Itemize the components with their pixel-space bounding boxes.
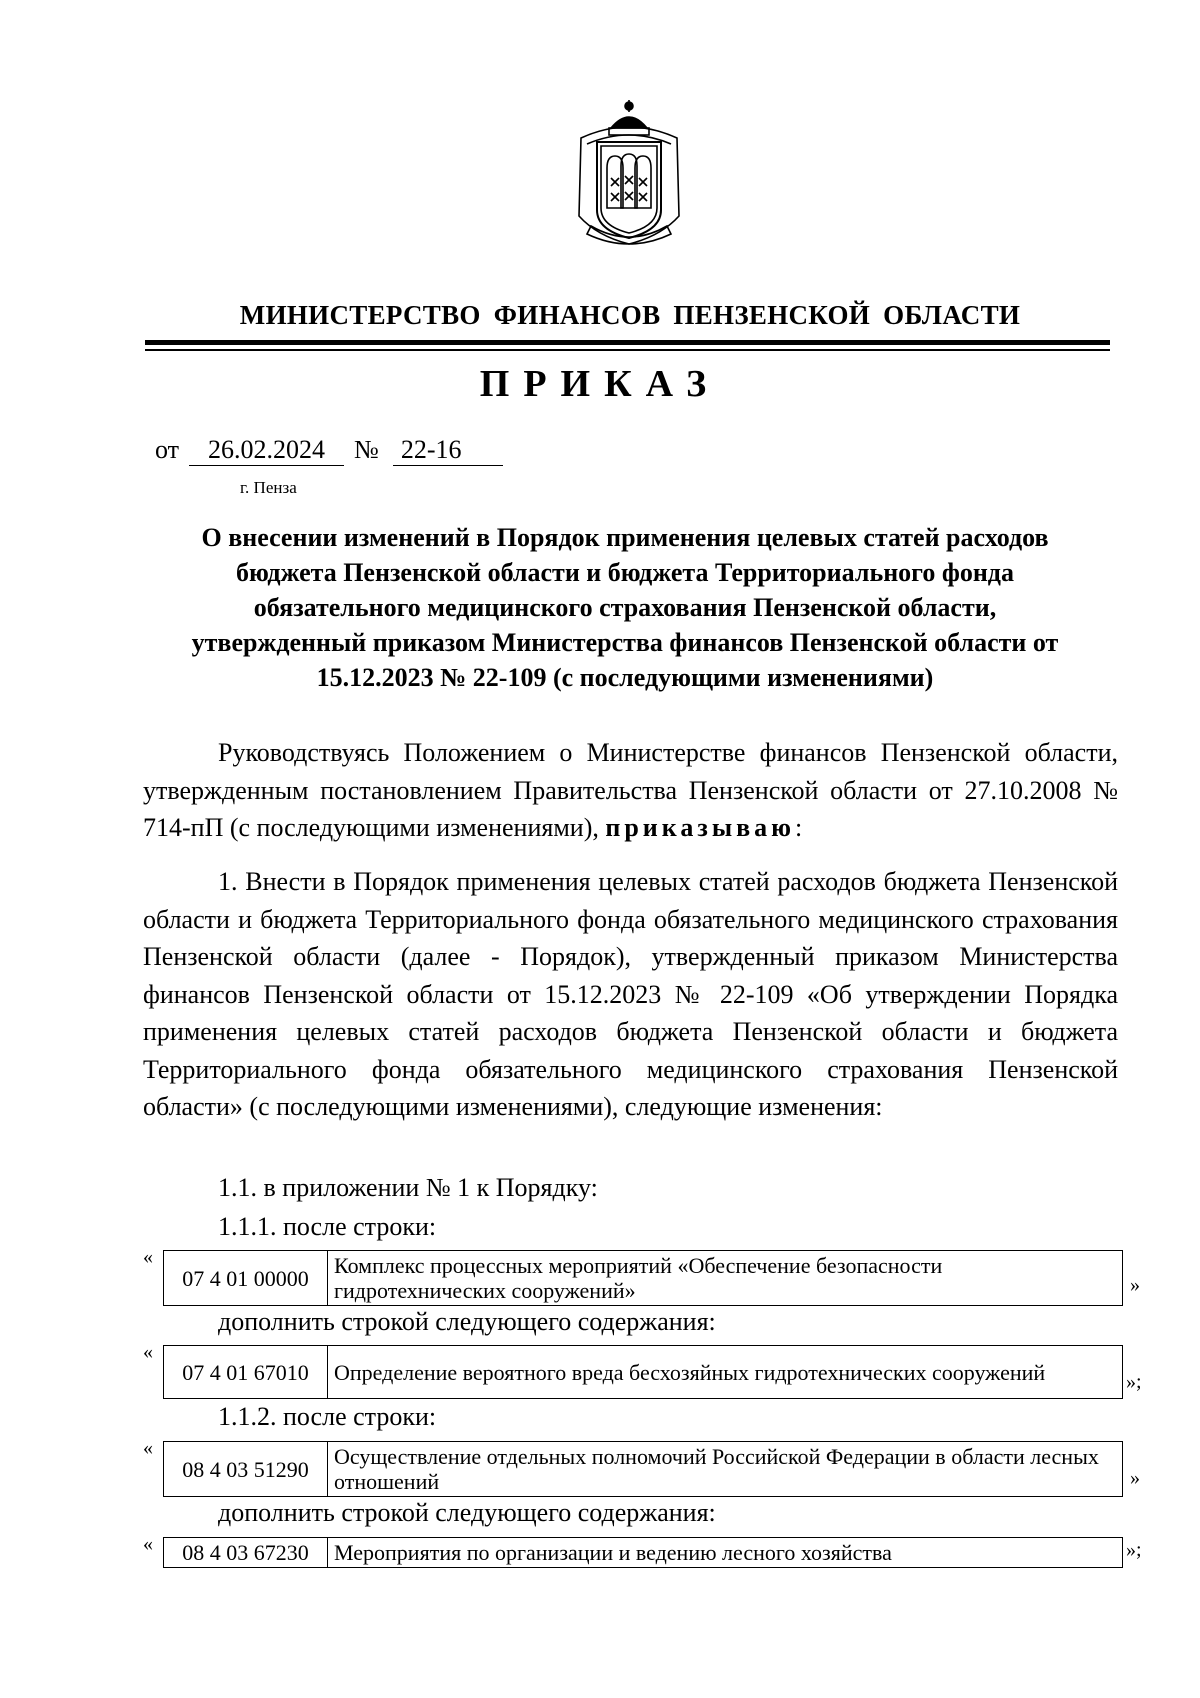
- quote-open: «: [143, 1533, 153, 1555]
- header-rule-thin: [145, 349, 1110, 351]
- number-sign: №: [354, 435, 379, 464]
- title-line: обязательного медицинского страхования Пензенской области,: [253, 593, 997, 622]
- document-title: [145, 520, 1105, 695]
- quote-open: «: [143, 1437, 153, 1459]
- add-row-label: дополнить строкой следующего содержания:: [218, 1307, 716, 1336]
- add-row-label: дополнить строкой следующего содержания:: [218, 1498, 716, 1527]
- budget-name: Комплекс процессных мероприятий «Обеспечение безопасности гидротехнических сооружений»: [328, 1251, 1123, 1306]
- title-line: 15.12.2023 № 22-109 (с последующими изменениями): [316, 663, 934, 692]
- quote-close-semicolon: »;: [1126, 1539, 1142, 1561]
- budget-name: Мероприятия по организации и ведению лесного хозяйства: [328, 1538, 1123, 1568]
- ministry-name: МИНИСТЕРСТВО ФИНАНСОВ ПЕНЗЕНСКОЙ ОБЛАСТИ: [239, 300, 1021, 330]
- date-number-line: [155, 435, 503, 466]
- city: г. Пенза: [240, 478, 297, 497]
- document-number: 22-16: [393, 435, 503, 466]
- coat-of-arms-emblem: [571, 98, 687, 248]
- budget-name: Определение вероятного вреда бесхозяйных гидротехнических сооружений: [328, 1346, 1123, 1399]
- preamble-tail: :: [795, 813, 803, 842]
- budget-code: 08 4 03 67230: [164, 1538, 328, 1568]
- preamble-paragraph: [143, 734, 1118, 847]
- quote-open: «: [143, 1341, 153, 1363]
- item-1-paragraph: [143, 863, 1118, 1126]
- budget-code: 07 4 01 67010: [164, 1346, 328, 1399]
- document-date: 26.02.2024: [189, 435, 344, 466]
- header-rule-thick: [145, 340, 1110, 345]
- order-word: приказываю: [605, 813, 796, 842]
- quote-close: »: [1130, 1467, 1140, 1489]
- budget-line-table: [163, 1537, 1123, 1568]
- item-1-text: 1. Внести в Порядок применения целевых статей расходов бюджета Пензенской области и бюджета Территориального фонда обязательного медицинского страхования Пензенской области (далее - Порядок), утвержденный приказом Министерства финансов Пензенской области от 15.12.2023 № 22-109 «Об утверждении Порядка применения целевых статей расходов бюджета Пензенской области и бюджета Территориального фонда обязательного медицинского страхования Пензенской области» (с последующими изменениями), следующие изменения:: [143, 867, 1118, 1121]
- quote-close: »: [1130, 1274, 1140, 1296]
- budget-name: Осуществление отдельных полномочий Российской Федерации в области лесных отношений: [328, 1442, 1123, 1497]
- budget-line-table: [163, 1345, 1123, 1399]
- quote-open: «: [143, 1246, 153, 1268]
- sub-item-1-1: 1.1. в приложении № 1 к Порядку:: [218, 1173, 598, 1202]
- title-line: утвержденный приказом Министерства финансов Пензенской области от: [191, 628, 1059, 657]
- title-line: О внесении изменений в Порядок применения целевых статей расходов: [201, 523, 1049, 552]
- budget-line-table: [163, 1250, 1123, 1306]
- sub-item-1-1-1: 1.1.1. после строки:: [218, 1212, 437, 1241]
- budget-code: 07 4 01 00000: [164, 1251, 328, 1306]
- sub-item-1-1-2: 1.1.2. после строки:: [218, 1402, 437, 1431]
- title-line: бюджета Пензенской области и бюджета Территориального фонда: [236, 558, 1014, 587]
- budget-code: 08 4 03 51290: [164, 1442, 328, 1497]
- budget-line-table: [163, 1441, 1123, 1497]
- preamble-text: Руководствуясь Положением о Министерстве финансов Пензенской области, утвержденным постановлением Правительства Пензенской области от 27.10.2008 № 714-пП (с последующими изменениями),: [143, 738, 1118, 842]
- quote-close-semicolon: »;: [1126, 1371, 1142, 1393]
- document-type: ПРИКАЗ: [479, 363, 721, 405]
- from-label: от: [155, 435, 180, 464]
